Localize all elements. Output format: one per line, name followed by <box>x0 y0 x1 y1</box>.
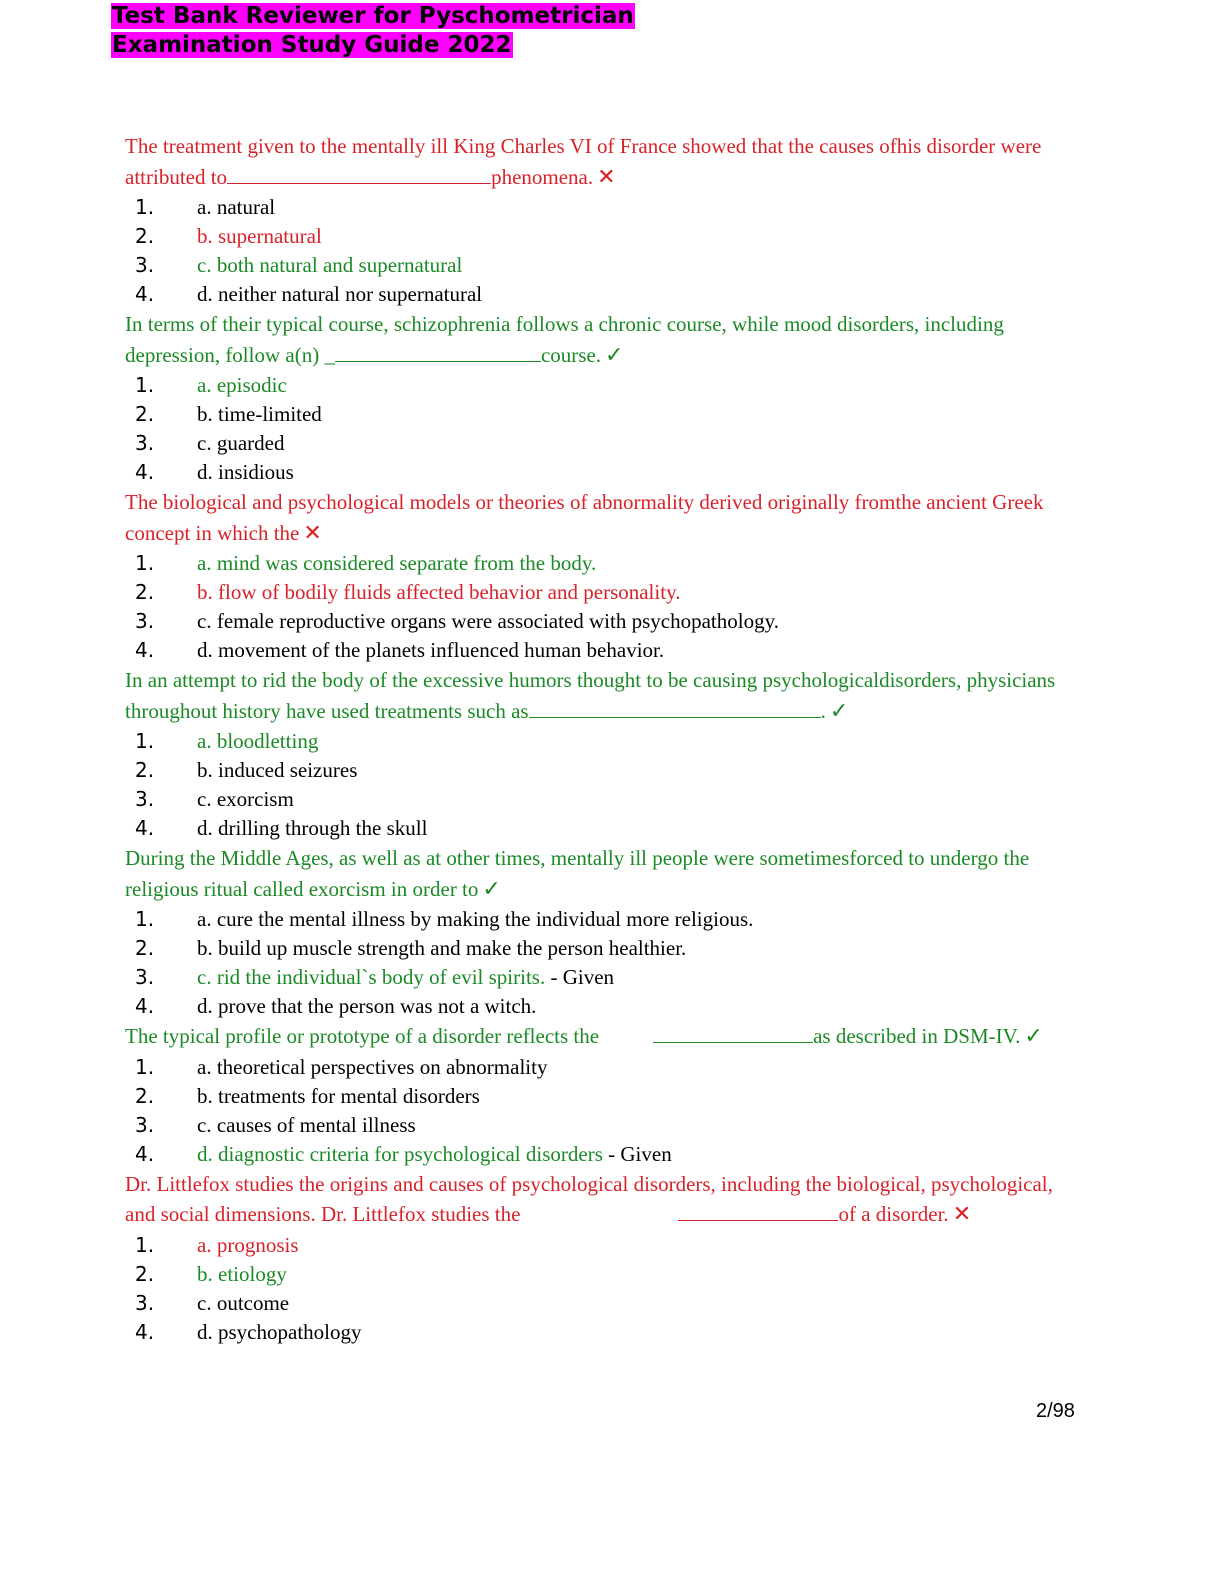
option-row <box>125 280 1085 309</box>
option-text: d. drilling through the skull <box>197 816 428 840</box>
option-number: 2. <box>135 1083 155 1108</box>
option-number: 1. <box>135 729 155 753</box>
option-number: 4. <box>135 994 155 1018</box>
incorrect-mark-icon: ✕ <box>303 520 322 546</box>
option-row <box>125 934 1085 963</box>
question-block <box>125 131 1085 309</box>
option-number: 4. <box>135 816 155 840</box>
option-text-selected-wrong: b. supernatural <box>197 224 322 248</box>
option-text: b. time-limited <box>197 402 322 426</box>
option-text: a. cure the mental illness by making the individual more religious. <box>197 907 754 931</box>
option-row <box>125 251 1085 280</box>
answer-blank <box>227 165 491 184</box>
question-block <box>125 1169 1085 1347</box>
option-text: d. psychopathology <box>197 1319 362 1344</box>
option-row <box>125 400 1085 429</box>
option-text-correct: a. bloodletting <box>197 729 319 753</box>
option-row <box>125 578 1085 607</box>
option-row <box>125 1260 1085 1289</box>
option-text: a. natural <box>197 195 276 219</box>
option-row <box>125 992 1085 1021</box>
option-number: 4. <box>135 638 155 662</box>
option-text: b. build up muscle strength and make the person healthier. <box>197 936 687 960</box>
option-text-correct: c. both natural and supernatural <box>197 253 463 277</box>
option-number: 1. <box>135 1232 155 1257</box>
option-row <box>125 549 1085 578</box>
option-text: d. prove that the person was not a witch. <box>197 994 537 1018</box>
question-stem: The biological and psychological models or theories of abnormality derived originally fromthe ancient Greek concept in which the ✕ <box>125 490 1044 546</box>
option-number: 4. <box>135 1319 155 1344</box>
option-number: 4. <box>135 1141 155 1166</box>
option-row <box>125 1082 1085 1111</box>
document-header <box>111 2 635 60</box>
option-row <box>125 371 1085 400</box>
correct-check-icon: ✓ <box>605 342 624 368</box>
option-text: c. female reproductive organs were associated with psychopathology. <box>197 609 779 633</box>
option-text: d. insidious <box>197 460 294 484</box>
option-text-correct: a. mind was considered separate from the body. <box>197 551 597 575</box>
option-number: 1. <box>135 1054 155 1079</box>
option-number: 3. <box>135 609 155 633</box>
option-row <box>125 1053 1085 1082</box>
option-row <box>125 458 1085 487</box>
option-number: 2. <box>135 758 155 782</box>
question-stem: In terms of their typical course, schizophrenia follows a chronic course, while mood disorders, including depression, follow a(n) _ course. ✓ <box>125 312 1004 368</box>
option-number: 4. <box>135 282 155 306</box>
question-stem: During the Middle Ages, as well as at other times, mentally ill people were sometimesforced to undergo the religious ritual called exorcism in order to ✓ <box>125 846 1030 902</box>
option-row <box>125 607 1085 636</box>
option-number: 1. <box>135 551 155 575</box>
option-row <box>125 727 1085 756</box>
option-text-selected-wrong: a. prognosis <box>197 1232 299 1257</box>
option-text: c. causes of mental illness <box>197 1112 416 1137</box>
option-number: 2. <box>135 936 155 960</box>
option-text: b. induced seizures <box>197 758 358 782</box>
option-number: 3. <box>135 965 155 989</box>
option-number: 2. <box>135 402 155 426</box>
given-label: - Given <box>545 965 615 989</box>
question-stem: The typical profile or prototype of a disorder reflects the as described in DSM-IV. ✓ <box>125 1024 1043 1049</box>
option-number: 1. <box>135 373 155 397</box>
option-number: 3. <box>135 431 155 455</box>
option-row <box>125 963 1085 992</box>
option-text-correct: b. etiology <box>197 1261 287 1286</box>
option-row <box>125 222 1085 251</box>
option-text: d. neither natural nor supernatural <box>197 282 483 306</box>
incorrect-mark-icon: ✕ <box>597 164 616 190</box>
question-block <box>125 1021 1085 1169</box>
option-text: c. exorcism <box>197 787 294 811</box>
option-number: 2. <box>135 1261 155 1286</box>
question-block <box>125 843 1085 1021</box>
option-number: 2. <box>135 224 155 248</box>
option-row <box>125 636 1085 665</box>
option-row <box>125 756 1085 785</box>
correct-check-icon: ✓ <box>1024 1024 1043 1049</box>
option-number: 1. <box>135 907 155 931</box>
option-number: 3. <box>135 1112 155 1137</box>
page-number: 2/98 <box>1036 1400 1075 1422</box>
option-number: 2. <box>135 580 155 604</box>
option-text: c. guarded <box>197 431 285 455</box>
header-title-line-1: Test Bank Reviewer for Pyschometrician <box>112 3 634 29</box>
option-text: a. theoretical perspectives on abnormality <box>197 1054 548 1079</box>
option-row <box>125 785 1085 814</box>
option-row <box>125 1111 1085 1140</box>
option-row <box>125 193 1085 222</box>
option-number: 3. <box>135 787 155 811</box>
option-row <box>125 814 1085 843</box>
correct-check-icon: ✓ <box>482 876 501 902</box>
option-text: c. outcome <box>197 1290 290 1315</box>
answer-blank <box>335 343 541 362</box>
question-block <box>125 487 1085 665</box>
option-row <box>125 1318 1085 1347</box>
option-number: 3. <box>135 253 155 277</box>
option-row <box>125 429 1085 458</box>
option-text-correct: c. rid the individual`s body of evil spirits. - Given <box>197 965 615 989</box>
option-number: 1. <box>135 195 155 219</box>
option-row <box>125 1231 1085 1260</box>
header-title-line-2: Examination Study Guide 2022 <box>112 32 512 58</box>
answer-blank <box>653 1024 813 1043</box>
option-number: 3. <box>135 1290 155 1315</box>
correct-check-icon: ✓ <box>829 698 849 724</box>
question-list <box>125 131 1085 1347</box>
question-block <box>125 309 1085 487</box>
option-row <box>125 1289 1085 1318</box>
question-stem: In an attempt to rid the body of the excessive humors thought to be causing psychologicaldisorders, physicians throughout history have used treatments such as . ✓ <box>125 668 1056 724</box>
question-block <box>125 665 1085 843</box>
option-number: 4. <box>135 460 155 484</box>
option-text-selected-wrong: b. flow of bodily fluids affected behavior and personality. <box>197 580 681 604</box>
given-label: - Given <box>602 1141 672 1166</box>
incorrect-mark-icon: ✕ <box>952 1202 972 1227</box>
option-text: b. treatments for mental disorders <box>197 1083 480 1108</box>
option-text-correct: a. episodic <box>197 373 287 397</box>
option-row <box>125 1140 1085 1169</box>
question-stem: Dr. Littlefox studies the origins and causes of psychological disorders, including the biological, psychological, and social dimensions. Dr. Littlefox studies the of a disorder. ✕ <box>125 1171 1053 1227</box>
option-text: d. movement of the planets influenced human behavior. <box>197 638 665 662</box>
question-stem: The treatment given to the mentally ill King Charles VI of France showed that the causes ofhis disorder were attributed to phenomena. ✕ <box>125 134 1042 190</box>
answer-blank <box>678 1202 838 1221</box>
answer-blank <box>529 699 821 718</box>
option-row <box>125 905 1085 934</box>
option-text-correct: d. diagnostic criteria for psychological disorders - Given <box>197 1141 672 1166</box>
